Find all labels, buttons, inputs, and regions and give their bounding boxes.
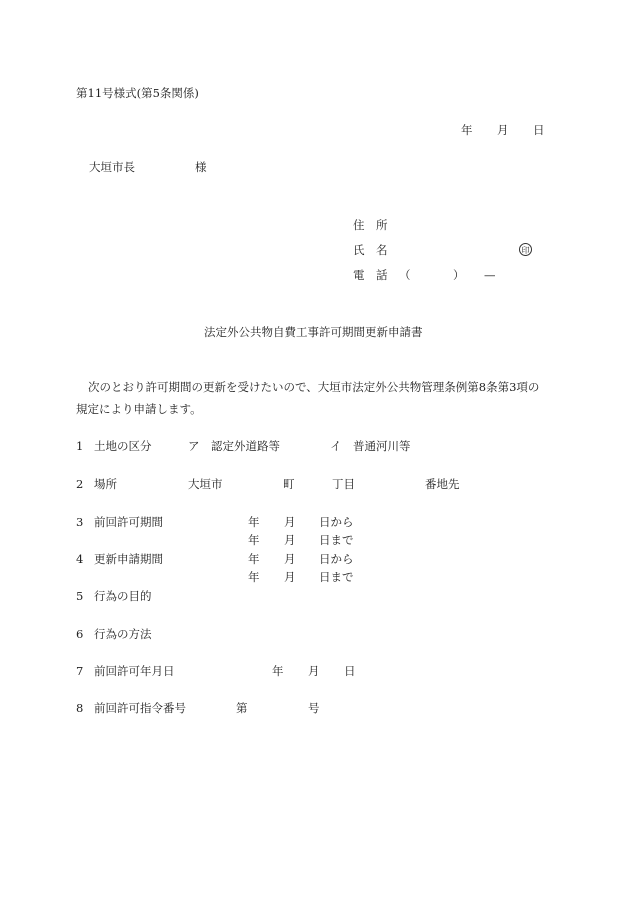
item-7-label: 前回許可年月日 xyxy=(94,664,175,678)
prev-to-year: 年 xyxy=(248,533,260,547)
item-2-label: 場所 xyxy=(94,477,117,491)
renew-from-year: 年 xyxy=(248,552,260,566)
document-title: 法定外公共物自費工事許可期間更新申請書 xyxy=(204,325,423,339)
renew-to-day: 日まで xyxy=(319,570,354,584)
body-line-1: 次のとおり許可期間の更新を受けたいので、大垣市法定外公共物管理条例第8条第3項の xyxy=(88,380,540,394)
item-7-number: 7 xyxy=(76,664,84,678)
addressee-honorific: 様 xyxy=(195,160,207,174)
item-3-number: 3 xyxy=(76,515,84,529)
item-6-label: 行為の方法 xyxy=(94,627,152,641)
phone-dash: — xyxy=(484,268,496,282)
item-1-number: 1 xyxy=(76,439,84,453)
phone-open-paren: （ xyxy=(399,268,411,282)
renew-to-year: 年 xyxy=(248,570,260,584)
phone-close-paren: ） xyxy=(453,268,465,282)
renew-to-month: 月 xyxy=(284,570,296,584)
item-4-label: 更新申請期間 xyxy=(94,552,163,566)
item-5-number: 5 xyxy=(76,589,84,603)
prev-to-month: 月 xyxy=(284,533,296,547)
place-banchi: 番地先 xyxy=(425,477,460,491)
item-1-label: 土地の区分 xyxy=(94,439,152,453)
addressee-name: 大垣市長 xyxy=(89,160,135,174)
place-city: 大垣市 xyxy=(188,477,223,491)
date-day: 日 xyxy=(533,123,545,137)
land-option-a: ア 認定外道路等 xyxy=(188,439,280,453)
prev-date-day: 日 xyxy=(344,664,356,678)
prev-to-day: 日まで xyxy=(319,533,354,547)
item-2-number: 2 xyxy=(76,477,84,491)
date-month: 月 xyxy=(497,123,509,137)
place-chome: 丁目 xyxy=(332,477,355,491)
prev-from-day: 日から xyxy=(319,515,354,529)
item-8-number: 8 xyxy=(76,701,84,715)
item-4-number: 4 xyxy=(76,552,84,566)
seal-mark: 印 xyxy=(519,243,532,256)
item-8-label: 前回許可指令番号 xyxy=(94,701,186,715)
prev-date-month: 月 xyxy=(308,664,320,678)
item-3-label: 前回許可期間 xyxy=(94,515,163,529)
date-year: 年 xyxy=(461,123,473,137)
place-town: 町 xyxy=(283,477,295,491)
prev-from-month: 月 xyxy=(284,515,296,529)
body-line-2: 規定により申請します。 xyxy=(76,402,202,416)
name-label: 氏 名 xyxy=(353,243,388,257)
order-prefix: 第 xyxy=(236,701,248,715)
renew-from-month: 月 xyxy=(284,552,296,566)
prev-date-year: 年 xyxy=(272,664,284,678)
prev-from-year: 年 xyxy=(248,515,260,529)
order-suffix: 号 xyxy=(308,701,320,715)
item-5-label: 行為の目的 xyxy=(94,589,152,603)
renew-from-day: 日から xyxy=(319,552,354,566)
phone-label: 電 話 xyxy=(353,268,388,282)
form-number: 第11号様式(第5条関係) xyxy=(76,86,199,100)
body-text xyxy=(76,376,539,420)
item-6-number: 6 xyxy=(76,627,84,641)
land-option-b: イ 普通河川等 xyxy=(330,439,411,453)
address-label: 住 所 xyxy=(353,218,388,232)
